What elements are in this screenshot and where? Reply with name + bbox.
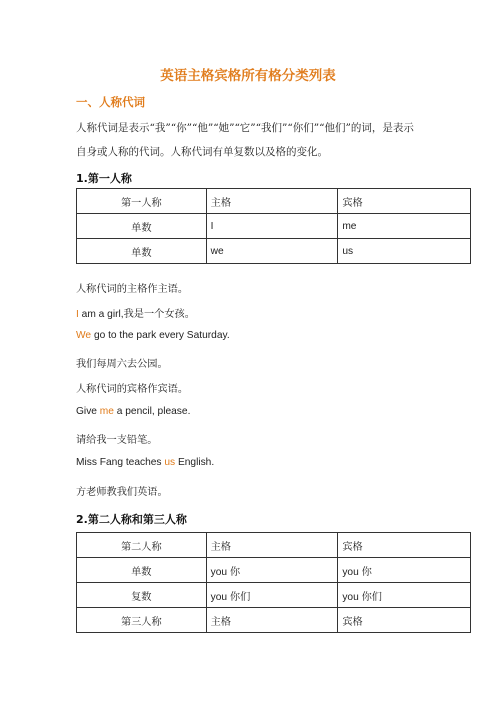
example-text: am a girl,我是一个女孩。	[78, 309, 195, 320]
table-cell: 主格	[206, 533, 338, 558]
table-cell: you 你们	[338, 583, 471, 608]
table-cell: 主格	[206, 189, 338, 214]
example-text: Miss Fang teaches	[76, 457, 165, 468]
table-cell: us	[338, 239, 471, 264]
table-cell: 单数	[77, 239, 207, 264]
first-person-heading: 1.第一人称	[76, 172, 132, 185]
example-3	[76, 406, 190, 417]
highlight-word: me	[99, 406, 114, 417]
table-row	[77, 189, 471, 214]
highlight-word: us	[164, 457, 176, 468]
example-text: go to the park every Saturday.	[91, 330, 230, 341]
table-cell: me	[338, 214, 471, 239]
table-row	[77, 583, 471, 608]
section-heading-pronouns: 一、人称代词	[76, 95, 145, 109]
document-title: 英语主格宾格所有格分类列表	[160, 68, 336, 84]
table-cell: you 你	[206, 558, 338, 583]
table-cell: 单数	[77, 558, 207, 583]
table-cell: 宾格	[338, 608, 471, 633]
example-4	[76, 457, 214, 468]
intro-paragraph: 人称代词是表示“我”“你”“他”“她”“它”“我们”“你们”“他们”的词，是表示自身或人称的代词。人称代词有单复数以及格的变化。	[76, 122, 414, 158]
example-1	[76, 305, 195, 320]
subject-rule: 人称代词的主格作主语。	[76, 284, 189, 295]
table-cell: we	[206, 239, 338, 264]
table-cell: you 你们	[206, 583, 338, 608]
table-cell: 主格	[206, 608, 338, 633]
example-2-translation: 我们每周六去公园。	[76, 359, 168, 370]
second-third-person-heading: 2.第二人称和第三人称	[76, 513, 187, 526]
table-cell: 宾格	[338, 189, 471, 214]
example-text: a pencil, please.	[113, 406, 191, 417]
highlight-word: We	[76, 330, 92, 341]
example-3-translation: 请给我一支铅笔。	[76, 435, 158, 446]
table-cell: 宾格	[338, 533, 471, 558]
table-row	[77, 239, 471, 264]
example-text: English.	[175, 457, 215, 468]
table-cell: you 你	[338, 558, 471, 583]
table-cell: 复数	[77, 583, 207, 608]
first-person-table	[76, 188, 471, 264]
table-cell: 第二人称	[77, 533, 207, 558]
table-cell: 第三人称	[77, 608, 207, 633]
table-cell: 第一人称	[77, 189, 207, 214]
table-row	[77, 214, 471, 239]
example-2	[76, 330, 230, 341]
second-person-table	[76, 532, 471, 633]
table-row	[77, 533, 471, 558]
example-4-translation: 方老师教我们英语。	[76, 487, 168, 498]
table-cell: I	[206, 214, 338, 239]
object-rule: 人称代词的宾格作宾语。	[76, 384, 189, 395]
table-row	[77, 558, 471, 583]
highlight-word: I	[76, 309, 79, 320]
example-text: Give	[76, 406, 100, 417]
table-cell: 单数	[77, 214, 207, 239]
table-row	[77, 608, 471, 633]
